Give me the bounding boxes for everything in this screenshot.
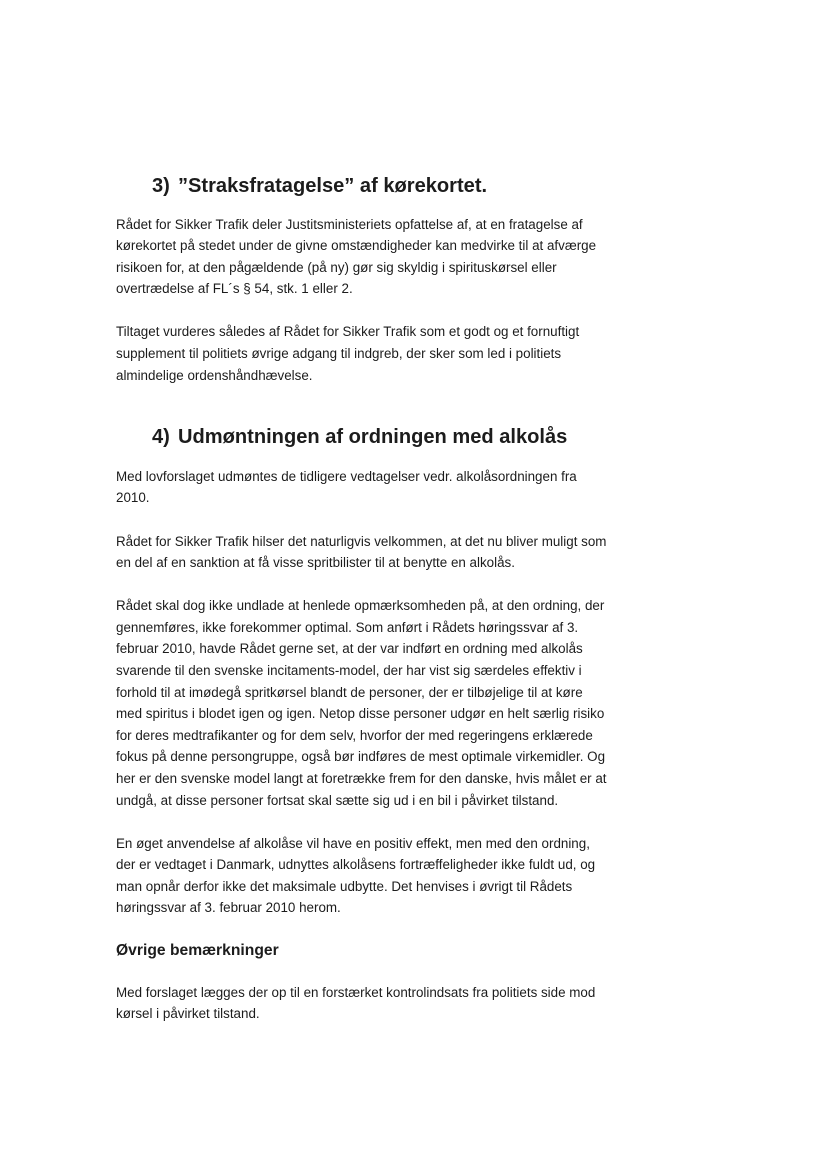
section-4-paragraph: Rådet for Sikker Trafik hilser det naturligvis velkommen, at det nu bliver muligt som en del af en sanktion at få visse spritbilister til at benytte en alkolås. — [116, 533, 607, 571]
other-remarks-paragraph: Med forslaget lægges der op til en forstærket kontrolindsats fra politiets side mod kørsel i påvirket tilstand. — [116, 984, 596, 1022]
section-4-paragraph: Med lovforslaget udmøntes de tidligere vedtagelser vedr. alkolåsordningen fra 2010. — [116, 468, 577, 506]
section-3-paragraph: Tiltaget vurderes således af Rådet for Sikker Trafik som et godt og et fornuftigt supplement til politiets øvrige adgang til indgreb, der sker som led i politiets almindelige ordenshåndhævelse. — [116, 324, 580, 383]
section-3-number: 3) — [152, 175, 170, 197]
page-content — [116, 176, 636, 1025]
section-3-title: ”Straksfratagelse” af kørekortet. — [178, 175, 488, 197]
section-4-paragraph: Rådet skal dog ikke undlade at henlede opmærksomheden på, at den ordning, der gennemføres, ikke forekommer optimal. Som anført i Rådets høringssvar af 3. februar 2010, havde Rådet gerne set, at der var indført en ordning med alkolås svarende til den svenske incitaments-model, der har vist sig særdeles effektiv i forhold til at imødegå spritkørsel blandt de personer, der er tilbøjelige til at køre med spiritus i blodet igen og igen. Netop disse personer udgør en helt særlig risiko for deres medtrafikanter og for dem selv, hvorfor der med regeringens erklærede fokus på denne persongruppe, også bør indføres de mest optimale virkemidler. Og her er den svenske model langt at foretrække frem for den danske, hvis målet er at undgå, at disse personer fortsat skal sætte sig ud i en bil i påvirket tilstand. — [116, 598, 607, 808]
other-remarks-heading: Øvrige bemærkninger — [116, 942, 279, 960]
section-4-title: Udmøntningen af ordningen med alkolås — [178, 426, 568, 449]
section-4-paragraph: En øget anvendelse af alkolåse vil have en positiv effekt, men med den ordning, der er vedtaget i Danmark, udnyttes alkolåsens fortræffeligheder ikke fuldt ud, og man opnår derfor ikke det maksimale udbytte. Det henvises i øvrigt til Rådets høringssvar af 3. februar 2010 herom. — [116, 835, 596, 916]
section-3-paragraph: Rådet for Sikker Trafik deler Justitsministeriets opfattelse af, at en fratagelse af kørekortet på stedet under de givne omstændigheder kan medvirke til at afværge risikoen for, at den pågældende (på ny) gør sig skyldig i spirituskørsel eller overtrædelse af FL´s § 54, stk. 1 eller 2. — [116, 216, 597, 297]
section-4-heading — [116, 427, 636, 449]
section-3-heading — [116, 176, 636, 198]
section-4-number: 4) — [152, 426, 170, 449]
